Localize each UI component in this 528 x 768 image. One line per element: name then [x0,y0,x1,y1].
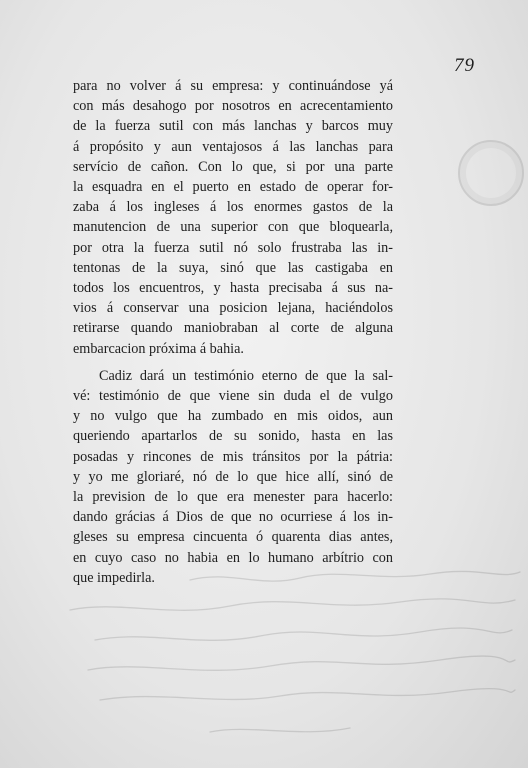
text-line: servício de cañon. Con lo que, si por una parte [73,158,393,175]
text-line: tentonas de la suya, sinó que las castigaba en [73,259,393,276]
text-line: zaba á los ingleses á los enormes gastos de la [73,199,393,216]
library-stamp [458,140,524,206]
paragraph-2 [73,366,393,588]
text-line: retirarse quando maniobraban al corte de alguna [73,320,393,337]
text-line: para no volver á su empresa: y continuándose yá [73,78,393,94]
text-line: queriendo apartarlos de su sonido, hasta en las [73,428,393,445]
text-line: en cuyo caso no habia en lo humano arbítrio con [73,549,393,566]
text-line: la esquadra en el puerto en estado de operar for- [73,179,393,196]
text-line: de la fuerza sutil con más lanchas y barcos muy [73,118,393,135]
text-line: que impedirla. [73,569,155,586]
text-line: posadas y rincones de mis tránsitos por la pátria: [73,448,393,465]
body-text [73,76,393,588]
text-line: y no vulgo que ha zumbado en mis oidos, aun [73,408,393,425]
text-line: por otra la fuerza sutil nó solo frustraba las in- [73,239,393,256]
text-line: Cadiz dará un testimónio eterno de que la sal- [99,367,393,384]
text-line: con más desahogo por nosotros en acrecentamiento [73,98,393,115]
text-line: y yo me gloriaré, nó de lo que hice allí, sinó de [73,468,393,485]
text-line: vé: testimónio de que viene sin duda el de vulgo [73,388,393,405]
paragraph-gap [73,359,393,366]
paragraph-1 [73,76,393,359]
text-line: la prevision de lo que era menester para hacerlo: [73,489,393,506]
text-line: gleses su empresa cincuenta ó quarenta dias antes, [73,529,393,546]
page-number: 79 [454,55,475,76]
text-line: manutencion de una superior con que bloquearla, [73,219,393,236]
text-line: embarcacion próxima á bahia. [73,340,244,357]
text-line: vios á conservar una posicion lejana, haciéndolos [73,300,393,317]
text-line: todos los encuentros, y hasta precisaba á sus na- [73,280,393,297]
text-line: á propósito y aun ventajosos á las lanchas para [73,138,393,155]
text-line: dando grácias á Dios de que no ocurriese á los in- [73,509,393,526]
bleed-through-handwriting [0,560,528,760]
